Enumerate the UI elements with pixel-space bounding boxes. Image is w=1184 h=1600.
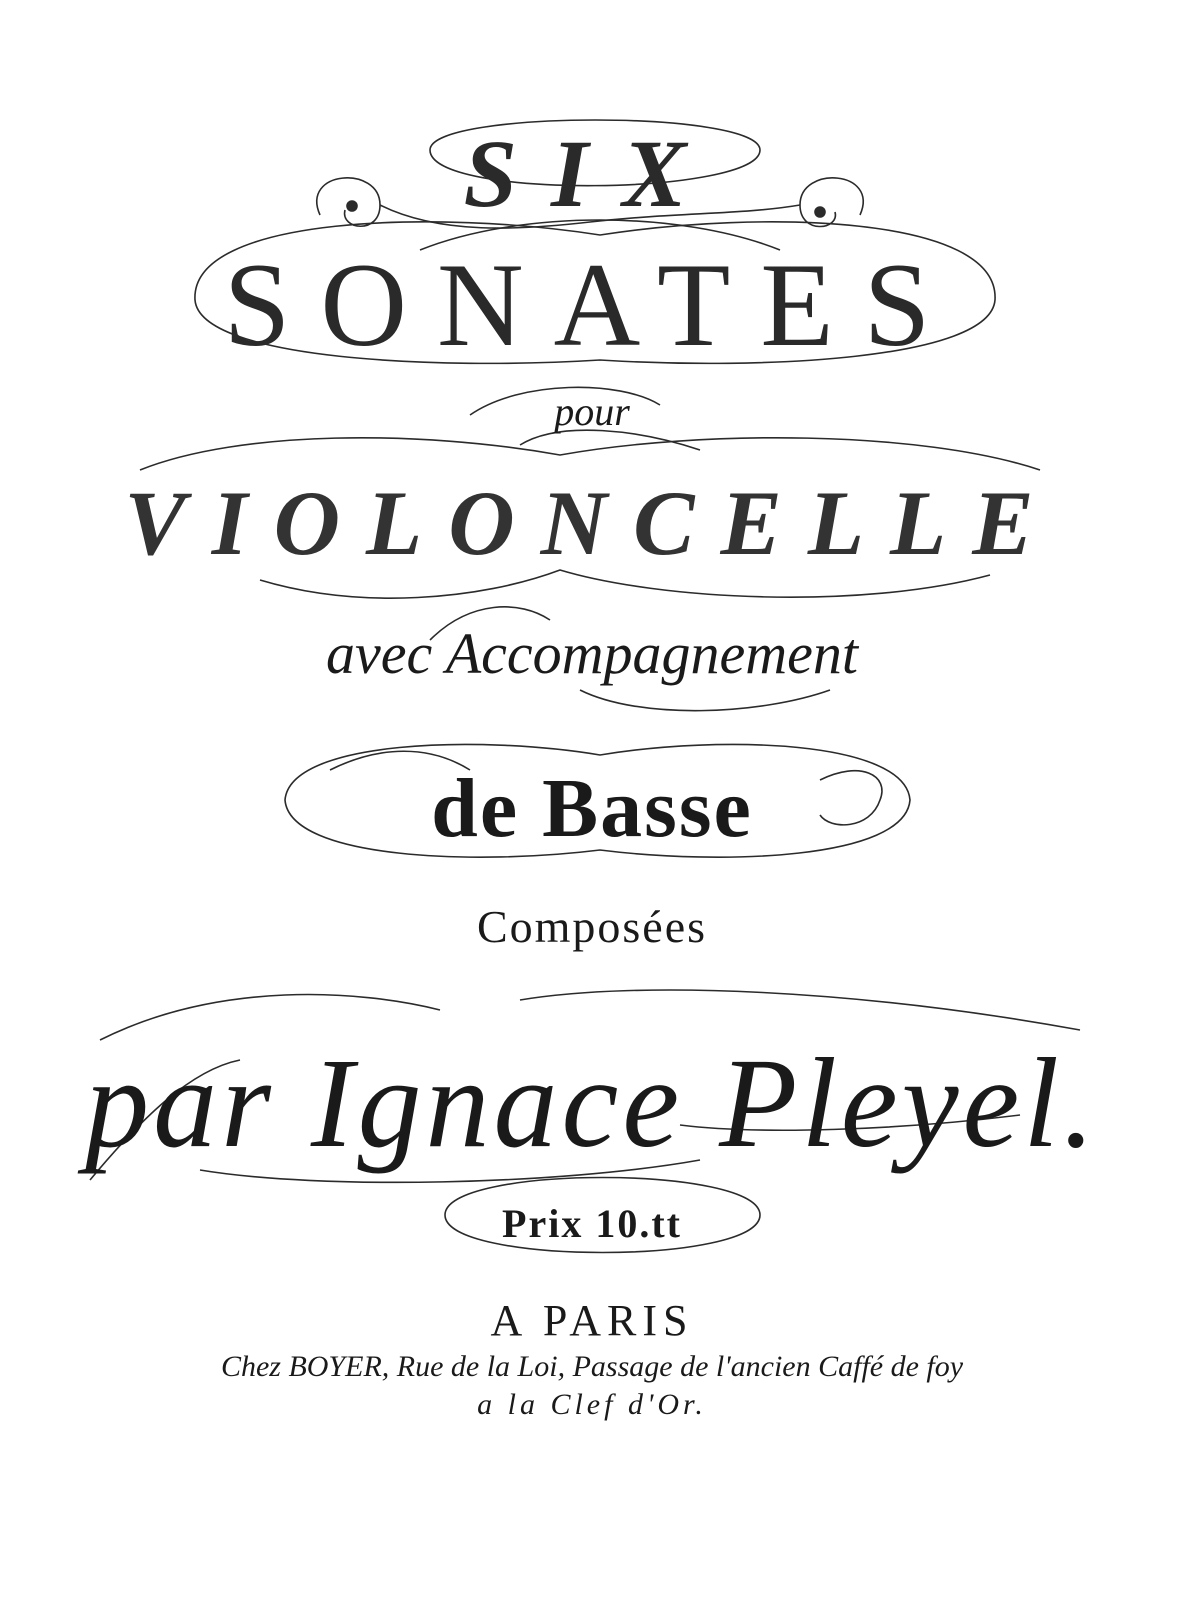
author-line: par Ignace Pleyel. [85, 1032, 1099, 1174]
publisher-sign: a la Clef d'Or. [477, 1388, 707, 1421]
title-composees: Composées [476, 901, 708, 952]
title-accompaniment: avec Accompagnement [326, 621, 858, 686]
price-label: Prix 10.tt [502, 1201, 682, 1246]
title-pour: pour [554, 389, 630, 434]
title-six: SIX [463, 120, 721, 227]
publisher-address: Chez BOYER, Rue de la Loi, Passage de l'ancien Caffé de foy [220, 1350, 964, 1383]
title-sonates: SONATES [223, 238, 961, 371]
title-instrument: VIOLONCELLE [124, 472, 1060, 574]
publisher-city: A PARIS [490, 1296, 694, 1345]
title-de-basse: de Basse [431, 762, 753, 855]
